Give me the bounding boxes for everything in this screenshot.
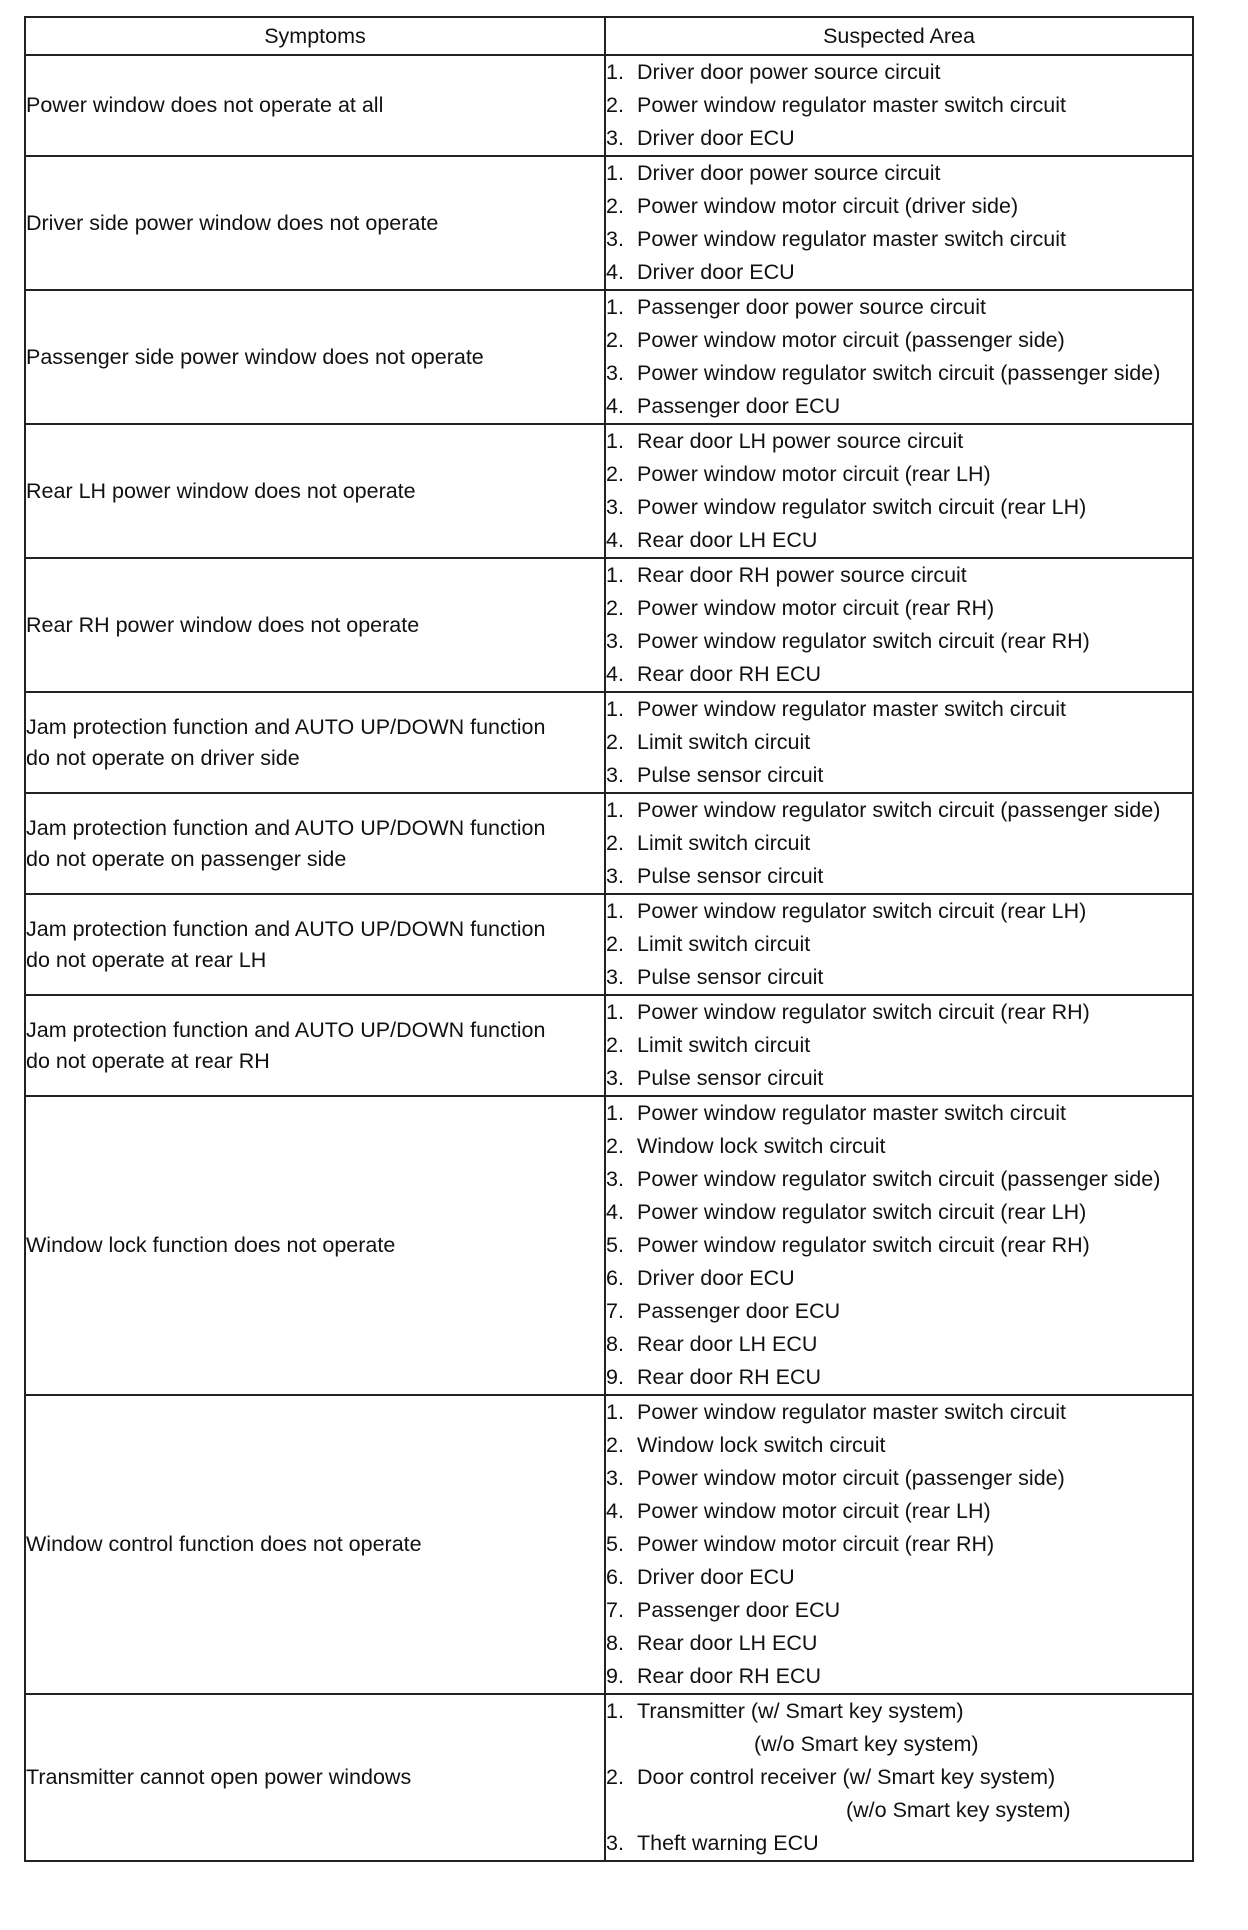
list-item <box>606 1495 1192 1528</box>
item-number: 7. <box>606 1299 624 1323</box>
item-number: 2. <box>606 194 624 218</box>
symptom-cell <box>25 290 605 424</box>
suspected-area-list <box>606 895 1192 994</box>
item-text: Power window regulator switch circuit (passenger side) <box>637 1167 1161 1191</box>
list-item <box>606 1561 1192 1594</box>
list-item <box>606 1196 1192 1229</box>
item-text: Theft warning ECU <box>637 1831 819 1855</box>
list-item <box>606 1528 1192 1561</box>
list-item <box>606 827 1192 860</box>
list-item <box>606 726 1192 759</box>
list-item <box>606 759 1192 792</box>
item-text: (w/o Smart key system) <box>846 1798 1071 1822</box>
suspected-area-list <box>606 56 1192 155</box>
table-row <box>25 692 1193 793</box>
item-text: Rear door LH ECU <box>637 1332 818 1356</box>
item-number: 2. <box>606 1765 624 1789</box>
item-number: 2. <box>606 831 624 855</box>
list-item <box>606 357 1192 390</box>
symptom-text-line: Jam protection function and AUTO UP/DOWN function <box>26 1017 546 1042</box>
symptom-cell <box>25 1694 605 1861</box>
item-text: Window lock switch circuit <box>637 1433 886 1457</box>
item-number: 3. <box>606 227 624 251</box>
list-item <box>606 996 1192 1029</box>
item-text: Pulse sensor circuit <box>637 1066 824 1090</box>
item-text: Power window regulator switch circuit (rear RH) <box>637 1000 1090 1024</box>
item-text: Driver door ECU <box>637 260 795 284</box>
item-text: Limit switch circuit <box>637 932 811 956</box>
item-number: 4. <box>606 1200 624 1224</box>
suspected-area-list <box>606 1097 1192 1394</box>
list-item <box>606 1130 1192 1163</box>
list-item <box>606 928 1192 961</box>
suspected-area-cell <box>605 156 1193 290</box>
item-number: 2. <box>606 1033 624 1057</box>
symptom-cell <box>25 793 605 894</box>
list-item <box>606 658 1192 691</box>
item-number: 3. <box>606 864 624 888</box>
table-row <box>25 894 1193 995</box>
item-number: 2. <box>606 328 624 352</box>
item-text: Power window regulator switch circuit (rear LH) <box>637 899 1087 923</box>
item-number: 8. <box>606 1332 624 1356</box>
list-item <box>606 1794 1192 1827</box>
symptom-text-line: do not operate at rear LH <box>26 947 267 972</box>
suspected-area-list <box>606 559 1192 691</box>
list-item <box>606 56 1192 89</box>
item-text: Driver door ECU <box>637 126 795 150</box>
item-number: 1. <box>606 295 624 319</box>
item-text: Passenger door ECU <box>637 1598 841 1622</box>
symptom-text: Window lock function does not operate <box>26 1233 396 1257</box>
item-number: 4. <box>606 260 624 284</box>
item-text: Passenger door ECU <box>637 1299 841 1323</box>
list-item <box>606 1695 1192 1728</box>
list-item <box>606 458 1192 491</box>
item-number: 3. <box>606 1466 624 1490</box>
item-number: 3. <box>606 126 624 150</box>
item-text: Power window motor circuit (rear LH) <box>637 1499 991 1523</box>
table-row <box>25 1096 1193 1395</box>
symptom-text: Rear LH power window does not operate <box>26 478 416 503</box>
symptom-cell <box>25 424 605 558</box>
list-item <box>606 592 1192 625</box>
item-text: Driver door ECU <box>637 1266 795 1290</box>
suspected-area-cell <box>605 894 1193 995</box>
table-body <box>25 55 1193 1861</box>
item-number: 3. <box>606 763 624 787</box>
table-row <box>25 558 1193 692</box>
symptom-text-line: do not operate at rear RH <box>26 1048 270 1073</box>
symptom-text-line: Jam protection function and AUTO UP/DOWN function <box>26 714 546 739</box>
item-text: Power window regulator master switch circuit <box>637 697 1066 721</box>
item-text: Transmitter (w/ Smart key system) <box>637 1699 964 1723</box>
symptom-cell <box>25 1096 605 1395</box>
symptom-text: Transmitter cannot open power windows <box>26 1765 412 1789</box>
item-text: Power window regulator switch circuit (rear RH) <box>637 629 1090 653</box>
symptom-text: Power window does not operate at all <box>26 93 384 117</box>
symptom-cell <box>25 55 605 156</box>
item-number: 1. <box>606 563 624 587</box>
table-row <box>25 424 1193 558</box>
item-number: 2. <box>606 932 624 956</box>
suspected-area-list <box>606 425 1192 557</box>
suspected-area-list <box>606 1695 1192 1860</box>
header-symptoms: Symptoms <box>25 17 605 55</box>
item-number: 1. <box>606 697 624 721</box>
list-item <box>606 1361 1192 1394</box>
suspected-area-cell <box>605 995 1193 1096</box>
item-text: Rear door LH power source circuit <box>637 429 964 453</box>
item-number: 1. <box>606 1101 624 1125</box>
item-text: Rear door RH ECU <box>637 662 821 686</box>
list-item <box>606 1029 1192 1062</box>
item-text: Power window regulator switch circuit (rear LH) <box>637 495 1087 519</box>
symptom-cell <box>25 894 605 995</box>
list-item <box>606 1396 1192 1429</box>
list-item <box>606 122 1192 155</box>
symptom-cell <box>25 995 605 1096</box>
item-text: Power window motor circuit (driver side) <box>637 194 1019 218</box>
list-item <box>606 1097 1192 1130</box>
item-text: Power window regulator master switch circuit <box>637 1400 1066 1424</box>
list-item <box>606 693 1192 726</box>
item-number: 6. <box>606 1266 624 1290</box>
item-text: Rear door RH power source circuit <box>637 563 967 587</box>
suspected-area-cell <box>605 424 1193 558</box>
item-number: 1. <box>606 1000 624 1024</box>
item-text: Power window motor circuit (rear LH) <box>637 462 991 486</box>
item-text: Limit switch circuit <box>637 1033 811 1057</box>
header-suspected-area: Suspected Area <box>605 17 1193 55</box>
list-item <box>606 1462 1192 1495</box>
item-number: 4. <box>606 1499 624 1523</box>
item-text: Power window regulator switch circuit (passenger side) <box>637 361 1161 385</box>
item-number: 8. <box>606 1631 624 1655</box>
symptom-text-line: Jam protection function and AUTO UP/DOWN function <box>26 916 546 941</box>
list-item <box>606 524 1192 557</box>
item-number: 1. <box>606 60 624 84</box>
item-text: Driver door ECU <box>637 1565 795 1589</box>
suspected-area-cell <box>605 692 1193 793</box>
item-text: Passenger door power source circuit <box>637 295 986 319</box>
list-item <box>606 425 1192 458</box>
item-text: Pulse sensor circuit <box>637 864 824 888</box>
item-text: Rear door RH ECU <box>637 1365 821 1389</box>
item-text: Power window regulator master switch circuit <box>637 1101 1066 1125</box>
symptom-text-line: Jam protection function and AUTO UP/DOWN function <box>26 815 546 840</box>
symptom-text: Driver side power window does not operate <box>26 210 439 235</box>
suspected-area-cell <box>605 1694 1193 1861</box>
list-item <box>606 223 1192 256</box>
suspected-area-cell <box>605 558 1193 692</box>
item-number: 1. <box>606 1400 624 1424</box>
item-text: Driver door power source circuit <box>637 161 941 185</box>
suspected-area-cell <box>605 55 1193 156</box>
list-item <box>606 559 1192 592</box>
list-item <box>606 1627 1192 1660</box>
symptom-text-line: do not operate on passenger side <box>26 846 347 871</box>
item-number: 2. <box>606 93 624 117</box>
item-text: Power window regulator master switch circuit <box>637 227 1066 251</box>
suspected-area-list <box>606 996 1192 1095</box>
symptom-cell <box>25 1395 605 1694</box>
item-text: Limit switch circuit <box>637 831 811 855</box>
list-item <box>606 390 1192 423</box>
list-item <box>606 794 1192 827</box>
symptom-table <box>24 16 1194 1862</box>
item-text: Pulse sensor circuit <box>637 965 824 989</box>
item-number: 1. <box>606 1699 624 1723</box>
list-item <box>606 324 1192 357</box>
table-row <box>25 156 1193 290</box>
list-item <box>606 291 1192 324</box>
table-row <box>25 1694 1193 1861</box>
list-item <box>606 1728 1192 1761</box>
item-text: Power window regulator switch circuit (rear RH) <box>637 1233 1090 1257</box>
item-number: 3. <box>606 1167 624 1191</box>
list-item <box>606 1295 1192 1328</box>
suspected-area-list <box>606 693 1192 792</box>
list-item <box>606 625 1192 658</box>
suspected-area-cell <box>605 793 1193 894</box>
item-number: 4. <box>606 394 624 418</box>
item-text: Power window regulator switch circuit (rear LH) <box>637 1200 1087 1224</box>
table-row <box>25 995 1193 1096</box>
item-number: 4. <box>606 662 624 686</box>
table-row <box>25 290 1193 424</box>
list-item <box>606 190 1192 223</box>
list-item <box>606 1163 1192 1196</box>
item-number: 3. <box>606 361 624 385</box>
item-number: 2. <box>606 1134 624 1158</box>
item-number: 1. <box>606 899 624 923</box>
table-header-row <box>25 17 1193 55</box>
list-item <box>606 1660 1192 1693</box>
suspected-area-list <box>606 1396 1192 1693</box>
item-text: Power window motor circuit (passenger side) <box>637 328 1065 352</box>
item-text: Power window motor circuit (rear RH) <box>637 1532 995 1556</box>
item-text: (w/o Smart key system) <box>754 1732 979 1756</box>
item-number: 4. <box>606 528 624 552</box>
item-text: Rear door LH ECU <box>637 1631 818 1655</box>
list-item <box>606 1062 1192 1095</box>
symptom-text: Window control function does not operate <box>26 1532 422 1556</box>
suspected-area-list <box>606 157 1192 289</box>
symptom-text: Passenger side power window does not operate <box>26 344 484 369</box>
list-item <box>606 1761 1192 1794</box>
item-number: 3. <box>606 1831 624 1855</box>
item-text: Pulse sensor circuit <box>637 763 824 787</box>
item-number: 9. <box>606 1365 624 1389</box>
item-text: Rear door LH ECU <box>637 528 818 552</box>
item-text: Power window motor circuit (rear RH) <box>637 596 995 620</box>
item-text: Power window regulator master switch circuit <box>637 93 1066 117</box>
item-number <box>606 1794 637 1827</box>
list-item <box>606 157 1192 190</box>
item-number: 6. <box>606 1565 624 1589</box>
symptom-text: Rear RH power window does not operate <box>26 612 420 637</box>
list-item <box>606 1328 1192 1361</box>
item-number: 9. <box>606 1664 624 1688</box>
item-text: Limit switch circuit <box>637 730 811 754</box>
list-item <box>606 1827 1192 1860</box>
item-number: 2. <box>606 596 624 620</box>
item-number: 5. <box>606 1233 624 1257</box>
table-row <box>25 793 1193 894</box>
symptom-cell <box>25 558 605 692</box>
symptom-cell <box>25 156 605 290</box>
item-number: 2. <box>606 730 624 754</box>
item-number: 1. <box>606 798 624 822</box>
item-text: Passenger door ECU <box>637 394 841 418</box>
item-number: 1. <box>606 161 624 185</box>
item-number: 3. <box>606 1066 624 1090</box>
suspected-area-list <box>606 794 1192 893</box>
list-item <box>606 961 1192 994</box>
item-text: Door control receiver (w/ Smart key system) <box>637 1765 1056 1789</box>
item-text: Rear door RH ECU <box>637 1664 821 1688</box>
item-text: Driver door power source circuit <box>637 60 941 84</box>
suspected-area-cell <box>605 1395 1193 1694</box>
list-item <box>606 491 1192 524</box>
table-row <box>25 55 1193 156</box>
list-item <box>606 1594 1192 1627</box>
item-number: 7. <box>606 1598 624 1622</box>
item-number: 5. <box>606 1532 624 1556</box>
list-item <box>606 1262 1192 1295</box>
table-row <box>25 1395 1193 1694</box>
item-number <box>606 1728 637 1761</box>
list-item <box>606 256 1192 289</box>
item-number: 2. <box>606 462 624 486</box>
item-text: Power window regulator switch circuit (passenger side) <box>637 798 1161 822</box>
list-item <box>606 89 1192 122</box>
item-number: 2. <box>606 1433 624 1457</box>
item-text: Power window motor circuit (passenger side) <box>637 1466 1065 1490</box>
list-item <box>606 1229 1192 1262</box>
item-text: Window lock switch circuit <box>637 1134 886 1158</box>
item-number: 3. <box>606 495 624 519</box>
item-number: 3. <box>606 965 624 989</box>
item-number: 3. <box>606 629 624 653</box>
symptom-cell <box>25 692 605 793</box>
suspected-area-cell <box>605 1096 1193 1395</box>
item-number: 1. <box>606 429 624 453</box>
suspected-area-list <box>606 291 1192 423</box>
list-item <box>606 1429 1192 1462</box>
list-item <box>606 895 1192 928</box>
suspected-area-cell <box>605 290 1193 424</box>
list-item <box>606 860 1192 893</box>
symptom-text-line: do not operate on driver side <box>26 745 300 770</box>
